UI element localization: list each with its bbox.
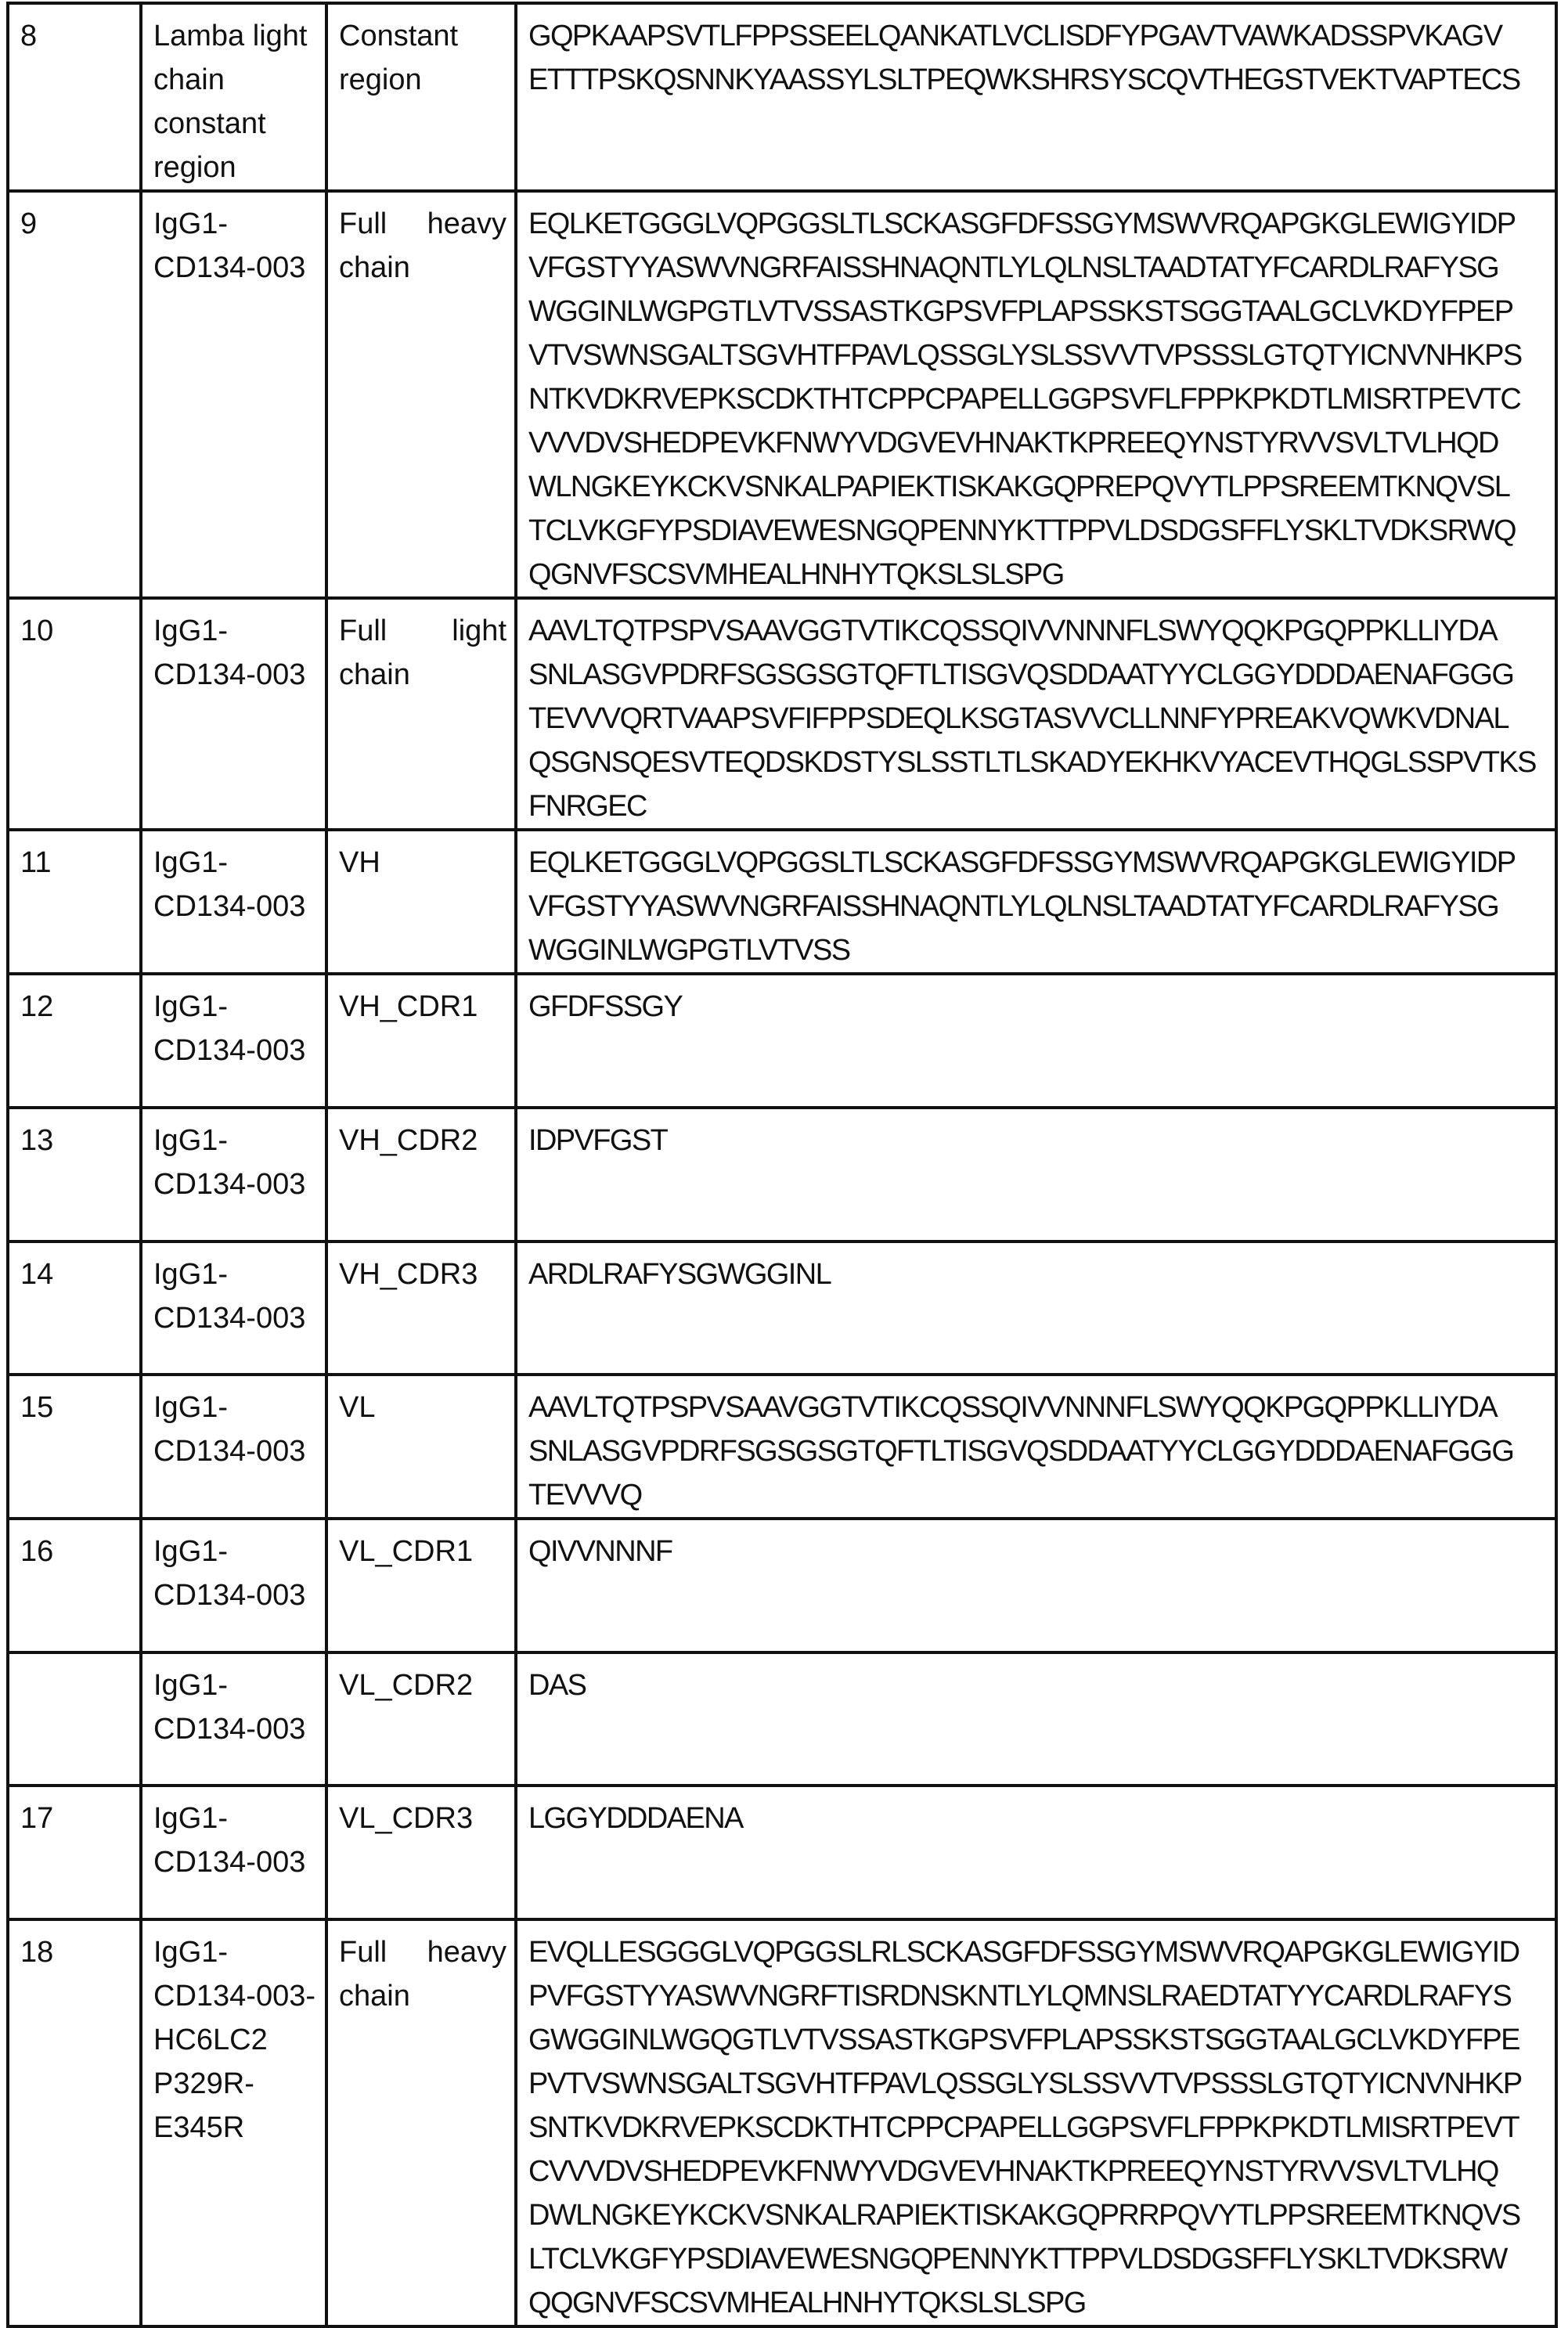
sequence-line: PVTVSWNSGALTSGVHTFPAVLQSSGLYSLSSVVTVPSSSLGTQTYICNVNHKP [528, 2062, 1547, 2106]
antibody-name-cell: IgG1-CD134-003 [141, 1786, 326, 1919]
sequence-line: AAVLTQTPSPVSAAVGGTVTIKCQSSQIVVNNNFLSWYQQKPGQPPKLLIYDA [528, 1386, 1547, 1429]
sequence-line: ARDLRAFYSGWGGINL [528, 1252, 1547, 1296]
seq-id-cell: 12 [8, 974, 141, 1108]
sequence-line: IDPVFGST [528, 1119, 1547, 1162]
antibody-name-cell: IgG1-CD134-003 [141, 191, 326, 598]
sequence-line: GQPKAAPSVTLFPPSSEELQANKATLVCLISDFYPGAVTVAWKADSSPVKAGV [528, 14, 1547, 58]
sequence-line: SNTKVDKRVEPKSCDKTHTCPPCPAPELLGGPSVFLFPPKPKDTLMISRTPEVT [528, 2106, 1547, 2150]
table-row [8, 1786, 1556, 1919]
chain-type-cell: VL_CDR3 [326, 1786, 516, 1919]
table-row [8, 598, 1556, 830]
antibody-name-cell: IgG1-CD134-003 [141, 1241, 326, 1375]
sequence-line: SNLASGVPDRFSGSGSGTQFTLTISGVQSDDAATYYCLGGYDDDAENAFGGG [528, 1429, 1547, 1473]
chain-type-cell: VL [326, 1375, 516, 1519]
chain-type-cell: VH_CDR1 [326, 974, 516, 1108]
sequence-table [6, 2, 1558, 2328]
sequence-line: VFGSTYYASWVNGRFAISSHNAQNTLYLQLNSLTAADTATYFCARDLRAFYSG [528, 885, 1547, 928]
chain-type-cell: VH_CDR2 [326, 1108, 516, 1241]
sequence-line: GFDFSSGY [528, 985, 1547, 1029]
chain-type-cell: Constant region [326, 3, 516, 191]
sequence-line: QIVVNNNF [528, 1530, 1547, 1573]
chain-type-cell: Full heavy chain [326, 1919, 516, 2326]
antibody-name-cell: IgG1-CD134-003 [141, 830, 326, 974]
sequence-line: WGGINLWGPGTLVTVSS [528, 928, 1547, 972]
antibody-name-cell: IgG1-CD134-003 [141, 1519, 326, 1652]
sequence-cell [516, 1375, 1556, 1519]
sequence-line: LGGYDDDAENA [528, 1796, 1547, 1840]
chain-type-cell: VL_CDR2 [326, 1652, 516, 1786]
seq-id-cell: 14 [8, 1241, 141, 1375]
sequence-line: TEVVVQ [528, 1473, 1547, 1517]
chain-type-cell: Full light chain [326, 598, 516, 830]
seq-id-cell: 17 [8, 1786, 141, 1919]
seq-id-cell: 13 [8, 1108, 141, 1241]
table-row [8, 1519, 1556, 1652]
sequence-cell [516, 1241, 1556, 1375]
sequence-line: DAS [528, 1663, 1547, 1707]
table-row [8, 974, 1556, 1108]
seq-id-cell: 8 [8, 3, 141, 191]
sequence-line: GWGGINLWGQGTLVTVSSASTKGPSVFPLAPSSKSTSGGTAALGCLVKDYFPE [528, 2018, 1547, 2062]
sequence-line: TCLVKGFYPSDIAVEWESNGQPENNYKTTPPVLDSDGSFFLYSKLTVDKSRWQ [528, 509, 1547, 553]
seq-id-cell: 15 [8, 1375, 141, 1519]
sequence-line: QSGNSQESVTEQDSKDSTYSLSSTLTLSKADYEKHKVYACEVTHQGLSSPVTKS [528, 741, 1547, 784]
sequence-line: SNLASGVPDRFSGSGSGTQFTLTISGVQSDDAATYYCLGGYDDDAENAFGGG [528, 653, 1547, 697]
seq-id-cell: 18 [8, 1919, 141, 2326]
antibody-name-cell: IgG1-CD134-003 [141, 1652, 326, 1786]
seq-id-cell: 9 [8, 191, 141, 598]
table-row [8, 1919, 1556, 2326]
chain-type-cell: VH [326, 830, 516, 974]
antibody-name-cell: Lamba light chain constant region [141, 3, 326, 191]
sequence-table-body [8, 3, 1556, 2326]
table-row [8, 1108, 1556, 1241]
sequence-line: VFGSTYYASWVNGRFAISSHNAQNTLYLQLNSLTAADTATYFCARDLRAFYSG [528, 246, 1547, 290]
antibody-name-cell: IgG1-CD134-003 [141, 1108, 326, 1241]
sequence-line: ETTTPSKQSNNKYAASSYLSLTPEQWKSHRSYSCQVTHEGSTVEKTVAPTECS [528, 58, 1547, 102]
table-row [8, 191, 1556, 598]
table-row [8, 1375, 1556, 1519]
table-row [8, 3, 1556, 191]
sequence-cell [516, 974, 1556, 1108]
sequence-cell [516, 191, 1556, 598]
sequence-line: LTCLVKGFYPSDIAVEWESNGQPENNYKTTPPVLDSDGSFFLYSKLTVDKSRW [528, 2237, 1547, 2281]
sequence-line: FNRGEC [528, 784, 1547, 828]
sequence-line: EVQLLESGGGLVQPGGSLRLSCKASGFDFSSGYMSWVRQAPGKGLEWIGYID [528, 1930, 1547, 1974]
seq-id-cell [8, 1652, 141, 1786]
chain-type-cell: VH_CDR3 [326, 1241, 516, 1375]
sequence-cell [516, 1108, 1556, 1241]
sequence-line: NTKVDKRVEPKSCDKTHTCPPCPAPELLGGPSVFLFPPKPKDTLMISRTPEVTC [528, 377, 1547, 421]
sequence-line: WLNGKEYKCKVSNKALPAPIEKTISKAKGQPREPQVYTLPPSREEMTKNQVSL [528, 465, 1547, 509]
table-row [8, 830, 1556, 974]
sequence-line: VTVSWNSGALTSGVHTFPAVLQSSGLYSLSSVVTVPSSSLGTQTYICNVNHKPS [528, 333, 1547, 377]
seq-id-cell: 16 [8, 1519, 141, 1652]
sequence-cell [516, 1786, 1556, 1919]
sequence-cell [516, 598, 1556, 830]
antibody-name-cell: IgG1-CD134-003-HC6LC2 P329R-E345R [141, 1919, 326, 2326]
antibody-name-cell: IgG1-CD134-003 [141, 974, 326, 1108]
seq-id-cell: 11 [8, 830, 141, 974]
sequence-line: AAVLTQTPSPVSAAVGGTVTIKCQSSQIVVNNNFLSWYQQKPGQPPKLLIYDA [528, 609, 1547, 653]
sequence-line: EQLKETGGGLVQPGGSLTLSCKASGFDFSSGYMSWVRQAPGKGLEWIGYIDP [528, 841, 1547, 885]
sequence-line: CVVVDVSHEDPEVKFNWYVDGVEVHNAKTKPREEQYNSTYRVVSVLTVLHQ [528, 2150, 1547, 2193]
sequence-line: DWLNGKEYKCKVSNKALRAPIEKTISKAKGQPRRPQVYTLPPSREEMTKNQVS [528, 2193, 1547, 2237]
seq-id-cell: 10 [8, 598, 141, 830]
sequence-line: VVVDVSHEDPEVKFNWYVDGVEVHNAKTKPREEQYNSTYRVVSVLTVLHQD [528, 421, 1547, 465]
sequence-cell [516, 3, 1556, 191]
antibody-name-cell: IgG1-CD134-003 [141, 598, 326, 830]
table-row [8, 1241, 1556, 1375]
sequence-line: WGGINLWGPGTLVTVSSASTKGPSVFPLAPSSKSTSGGTAALGCLVKDYFPEP [528, 290, 1547, 333]
sequence-cell [516, 830, 1556, 974]
chain-type-cell: VL_CDR1 [326, 1519, 516, 1652]
sequence-cell [516, 1519, 1556, 1652]
sequence-line: EQLKETGGGLVQPGGSLTLSCKASGFDFSSGYMSWVRQAPGKGLEWIGYIDP [528, 202, 1547, 246]
antibody-name-cell: IgG1-CD134-003 [141, 1375, 326, 1519]
chain-type-cell: Full heavy chain [326, 191, 516, 598]
sequence-cell [516, 1652, 1556, 1786]
sequence-line: QGNVFSCSVMHEALHNHYTQKSLSLSPG [528, 553, 1547, 596]
sequence-line: QQGNVFSCSVMHEALHNHYTQKSLSLSPG [528, 2281, 1547, 2325]
sequence-line: TEVVVQRTVAAPSVFIFPPSDEQLKSGTASVVCLLNNFYPREAKVQWKVDNAL [528, 697, 1547, 741]
sequence-cell [516, 1919, 1556, 2326]
sequence-line: PVFGSTYYASWVNGRFTISRDNSKNTLYLQMNSLRAEDTATYYCARDLRAFYS [528, 1974, 1547, 2018]
table-row [8, 1652, 1556, 1786]
